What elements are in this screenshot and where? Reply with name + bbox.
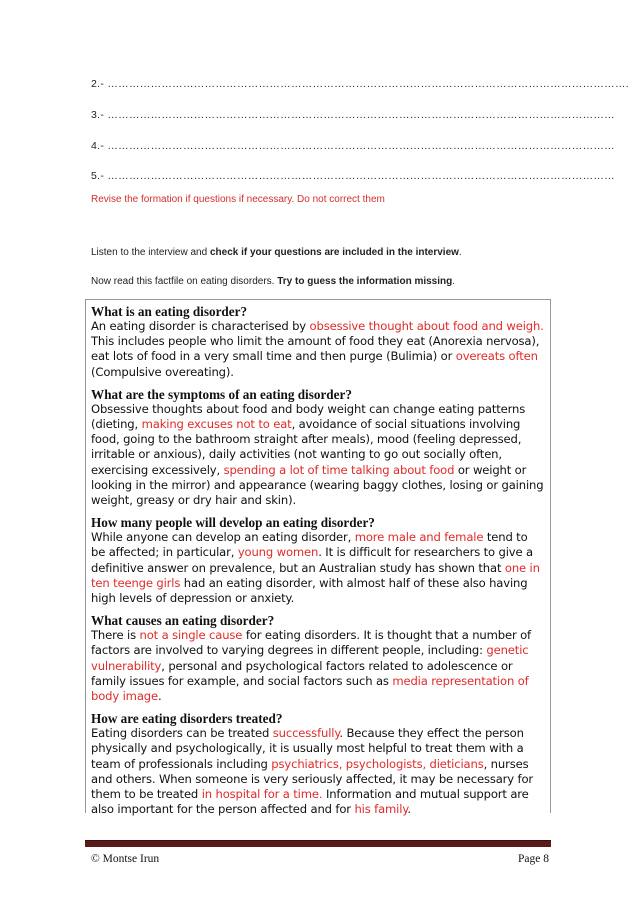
answer-line-label: 4.- [91,140,108,152]
footer-rule [85,840,551,847]
missing-info-text: in hospital for a time. [201,787,323,802]
body-text: had an eating disorder, with almost half of these also having high levels of depression or anxiety. [91,575,528,606]
section-heading: What causes an eating disorder? [91,613,275,629]
section-heading: How are eating disorders treated? [91,711,283,727]
instruction-text: Listen to the interview and [91,247,210,258]
factfile-section [91,613,545,704]
missing-info-text: one in ten teenge girls [91,560,540,590]
answer-line-5 [91,170,615,182]
instruction-end: . [452,276,456,287]
section-body [91,402,545,508]
factfile-box [85,299,551,817]
body-text: There is [91,628,140,643]
body-text: , avoidance of social situations involving food, going to the bathroom straight after meals), mood (feeling depressed, irritable or anxious), daily activities (not wanting to go out socially often, exercising excessively, [91,417,522,477]
answer-line-4 [91,140,615,152]
footer-copyright: © Montse Irun [91,853,160,865]
missing-info-text: media representation of body image [91,673,529,704]
missing-info-text: making excuses not to eat [141,417,292,432]
section-heading: What is an eating disorder? [91,304,248,319]
answer-line-dots: …………………………………………………………………………………………………………………………… [107,140,615,152]
answer-line-dots: ………………………………………………………………………………………………………………………………. [107,78,629,90]
missing-info-text: not a single cause [139,628,243,643]
factfile-section [91,515,545,606]
body-text: or weight or looking in the mirror) and appearance (wearing baggy clothes, losing or gaining weight, greasy or dry hair and skin). [91,462,544,508]
answer-line-3 [91,109,615,121]
missing-info-text: genetic vulnerability [91,643,529,673]
body-text: . [407,802,411,817]
instruction-bold: Try to guess the information missing [277,276,453,287]
answer-line-label: 2.- [91,78,108,90]
body-text: While anyone can develop an eating disorder, [91,530,355,545]
body-text: tend to be affected; in particular, [91,530,528,560]
section-body [91,726,545,817]
missing-info-text: overeats often [455,349,538,364]
answer-line-dots: …………………………………………………………………………………………………………………………… [107,170,615,182]
section-heading: What are the symptoms of an eating disorder? [91,386,352,402]
body-text: Information and mutual support are also important for the person affected and for [91,787,529,817]
instruction-text: Now read this factfile on eating disorders. [91,276,278,287]
missing-info-text: obsessive thought about food and weigh. [309,319,544,333]
instruction-read [91,276,455,287]
section-body [91,319,545,380]
body-text: , personal and psychological factors related to adolescence or family issues for example, and social factors such as [91,658,513,688]
body-text: , nurses and others. When someone is very seriously affected, it may be necessary for them to be treated [91,756,534,802]
body-text: . [157,689,162,704]
factfile-section [91,387,545,508]
body-text: . It is difficult for researchers to give a definitive answer on prevalence, but an Australian study has shown that [91,545,533,575]
answer-line-label: 3.- [91,109,108,121]
body-text: This includes people who limit the amount of food they eat (Anorexia nervosa), eat lots of food in a very small time and then purge (Bulimia) or [91,334,540,364]
missing-info-text: young women [237,545,319,560]
footer-page-number: Page 8 [518,853,549,865]
body-text: for eating disorders. It is thought that a number of factors are involved to varying degrees in different people, including: [91,628,531,658]
section-body [91,628,545,704]
answer-line-dots: …………………………………………………………………………………………………………………………… [107,109,615,121]
instruction-bold: check if your questions are included in the interview [209,247,459,258]
body-text: Eating disorders can be treated [91,726,273,741]
body-text: Obsessive thoughts about food and body weight can change eating patterns (dieting, [91,401,526,432]
section-body [91,530,545,606]
missing-info-text: his family [354,802,408,817]
section-heading: How many people will develop an eating disorder? [91,515,375,531]
answer-line-label: 5.- [91,170,108,182]
answer-line-2 [91,78,629,90]
body-text: (Compulsive overeating). [91,364,234,379]
instruction-listen [91,247,462,258]
missing-info-text: successfully [272,726,340,741]
missing-info-text: psychiatrics, psychologists, dieticians [271,756,484,771]
revise-note: Revise the formation if questions if necessary. Do not correct them [91,194,385,205]
factfile-section [91,711,545,817]
body-text: . Because they effect the person physically and psychologically, it is usually most helpful to treat them with a team of professionals including [91,726,524,771]
missing-info-text: spending a lot of time talking about food [223,462,455,477]
body-text: An eating disorder is characterised by [91,319,310,333]
missing-info-text: more male and female [354,530,484,545]
instruction-end: . [458,247,462,258]
factfile-section [91,304,545,380]
